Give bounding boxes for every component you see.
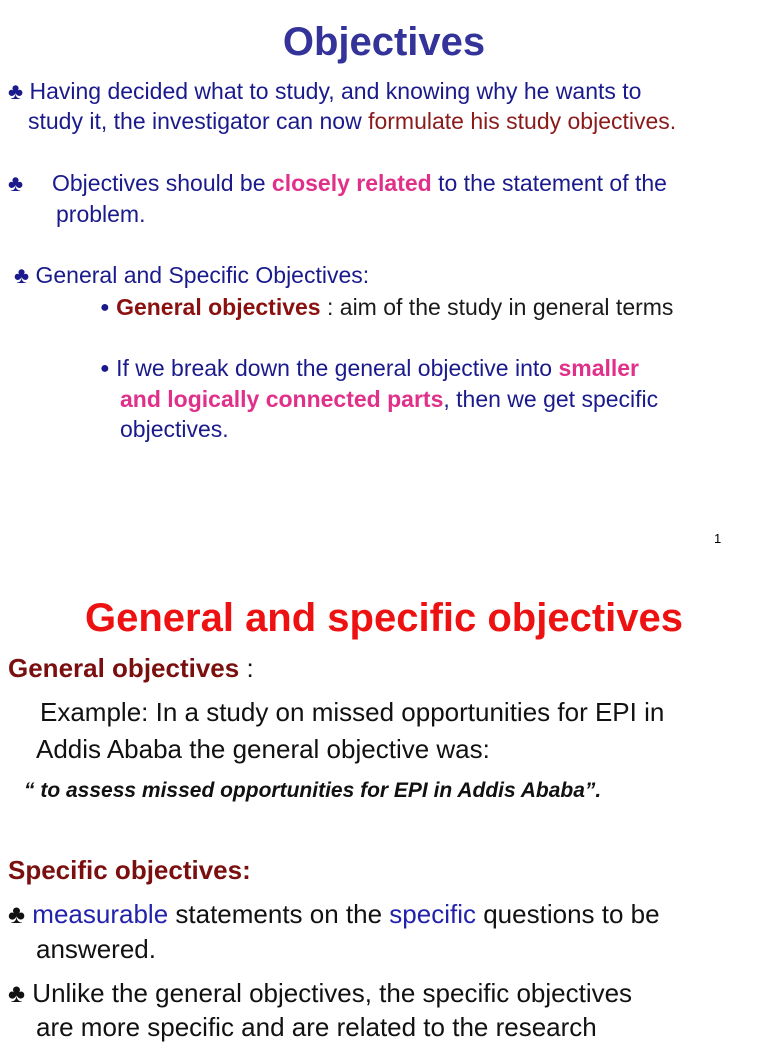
slide-2-title: General and specific objectives xyxy=(84,596,684,640)
paragraph-2-line-1: Objectives should be closely related to the statement of the xyxy=(52,170,667,196)
specific-bullet-1-line-1: ♣ measurable statements on the specific questions to be xyxy=(8,899,660,929)
general-objective-quote: “ to assess missed opportunities for EPI in Addis Ababa”. xyxy=(24,779,602,802)
club-bullet-icon: ♣ xyxy=(8,978,26,1008)
highlight-closely-related: closely related xyxy=(271,170,432,196)
specific-objectives-heading: Specific objectives: xyxy=(8,855,251,885)
general-objectives-heading-row: General objectives : xyxy=(8,653,254,683)
example-line-1: Example: In a study on missed opportunities for EPI in xyxy=(40,697,665,727)
dot-bullet-icon: ● xyxy=(100,299,110,316)
slide-2 xyxy=(0,560,768,1042)
club-bullet-icon: ♣ xyxy=(8,899,26,929)
specific-bullet-1-line-2: answered. xyxy=(36,934,156,964)
paragraph-3: ♣ General and Specific Objectives: xyxy=(14,262,370,288)
sub-bullet-general: ● General objectives : aim of the study in general terms xyxy=(100,294,674,320)
club-bullet-icon: ♣ xyxy=(8,170,24,196)
general-objectives-heading: General objectives xyxy=(8,653,240,683)
paragraph-1-line-2: study it, the investigator can now formulate his study objectives. xyxy=(28,108,677,134)
paragraph-1-line-1: ♣ Having decided what to study, and knowing why he wants to xyxy=(8,78,642,104)
club-bullet-icon: ♣ xyxy=(8,78,24,104)
paragraph-2-line-2: problem. xyxy=(56,201,146,227)
specific-bullet-2-line-2: are more specific and are related to the research xyxy=(36,1012,597,1042)
dot-bullet-icon: ● xyxy=(100,360,110,377)
example-line-2: Addis Ababa the general objective was: xyxy=(36,734,490,764)
general-objectives-label: General objectives xyxy=(116,294,321,320)
sub-bullet-specific-line-3: objectives. xyxy=(120,416,229,442)
page-number: 1 xyxy=(714,531,722,546)
sub-bullet-specific-line-1: ● If we break down the general objective into smaller xyxy=(100,355,640,381)
bullet-2 xyxy=(8,170,23,197)
highlight-formulate: formulate his study objectives. xyxy=(368,108,677,134)
specific-bullet-2-line-1: ♣ Unlike the general objectives, the specific objectives xyxy=(8,978,633,1008)
sub-bullet-specific-line-2: and logically connected parts, then we get specific xyxy=(120,386,659,412)
club-bullet-icon: ♣ xyxy=(14,262,30,288)
slide-1-title: Objectives xyxy=(282,20,486,64)
